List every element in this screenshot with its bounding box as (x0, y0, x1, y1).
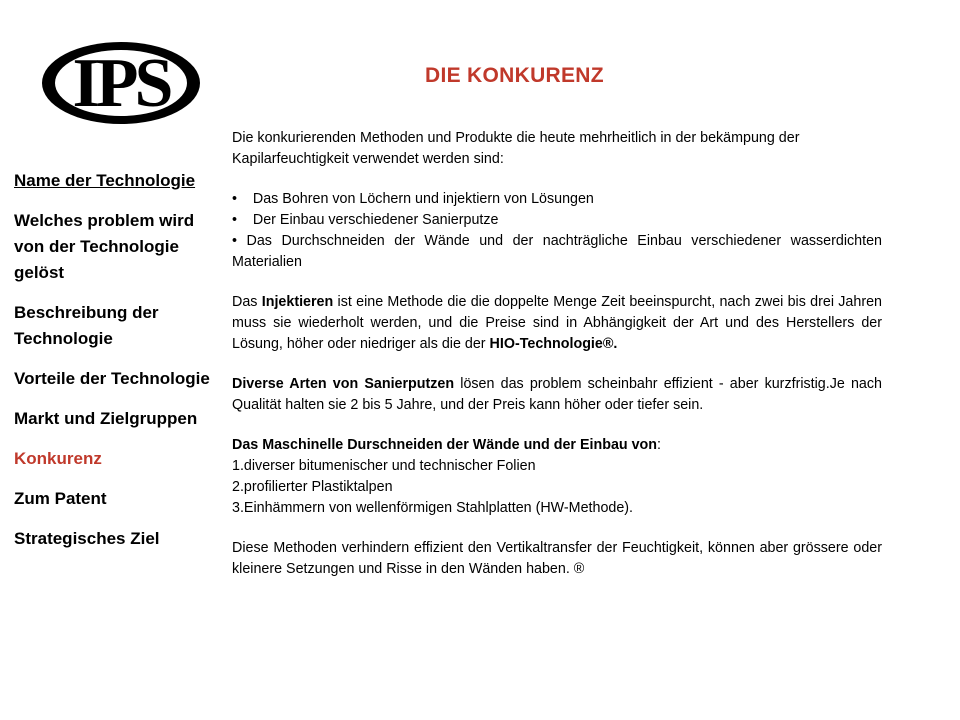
intro-line-2: Kapilarfeuchtigkeit verwendet werden sind: (232, 151, 504, 167)
bullet-item: • Das Bohren von Löchern und injektiern von Lösungen (232, 191, 594, 207)
list-item: 3.Einhämmern von wellenförmigen Stahlplatten (HW-Methode). (232, 500, 634, 516)
ips-logo (40, 40, 202, 126)
list-item: 2.profilierter Plastiktalpen (232, 479, 393, 495)
nav-item-name-der-technologie[interactable]: Name der Technologie (14, 171, 196, 190)
nav-item-markt[interactable]: Markt und Zielgruppen (14, 409, 198, 428)
nav-item-strategisches-ziel[interactable]: Strategisches Ziel (14, 529, 160, 548)
paragraph-injektieren: Das Injektieren ist eine Methode die die doppelte Menge Zeit beeinspurcht, nach zwei bis drei Jahren muss sie wiederholt werden, und die Preise sind in Abhängigkeit der Art und des Herstellers der Lösung, höher oder niedriger als die der HIO-Technologie®. (232, 294, 883, 352)
paragraph-sanierputze: Diverse Arten von Sanierputzen lösen das problem scheinbahr effizient - aber kurzfristig.Je nach Qualität halten sie 2 bis 5 Jahre, und der Preis kann höher oder tiefer sein. (232, 376, 882, 413)
sidebar-nav (14, 168, 219, 552)
bullet-item: • Das Durchschneiden der Wände und der nachträgliche Einbau verschiedener wasserdichten Materialien (232, 233, 883, 270)
bullet-item: • Der Einbau verschiedener Sanierputze (232, 212, 499, 228)
nav-item-konkurenz[interactable]: Konkurenz (14, 449, 102, 468)
main-content (232, 128, 882, 580)
paragraph-maschinell-heading: Das Maschinelle Durschneiden der Wände und der Einbau von: (232, 437, 662, 453)
svg-text:IPS: IPS (72, 45, 170, 122)
intro-line-1: Die konkurierenden Methoden und Produkte die heute mehrheitlich in der bekämpung der (232, 130, 800, 146)
nav-item-beschreibung[interactable]: Beschreibung der Technologie (14, 303, 159, 348)
nav-item-problem[interactable]: Welches problem wird von der Technologie gelöst (14, 211, 195, 282)
page-title: DIE KONKURENZ (425, 64, 604, 87)
list-item: 1.diverser bitumenischer und technischer Folien (232, 458, 536, 474)
nav-item-patent[interactable]: Zum Patent (14, 489, 107, 508)
nav-item-vorteile[interactable]: Vorteile der Technologie (14, 369, 210, 388)
paragraph-conclusion: Diese Methoden verhindern effizient den Vertikaltransfer der Feuchtigkeit, können aber grössere oder kleinere Setzungen und Risse in den Wänden haben. ® (232, 540, 882, 577)
